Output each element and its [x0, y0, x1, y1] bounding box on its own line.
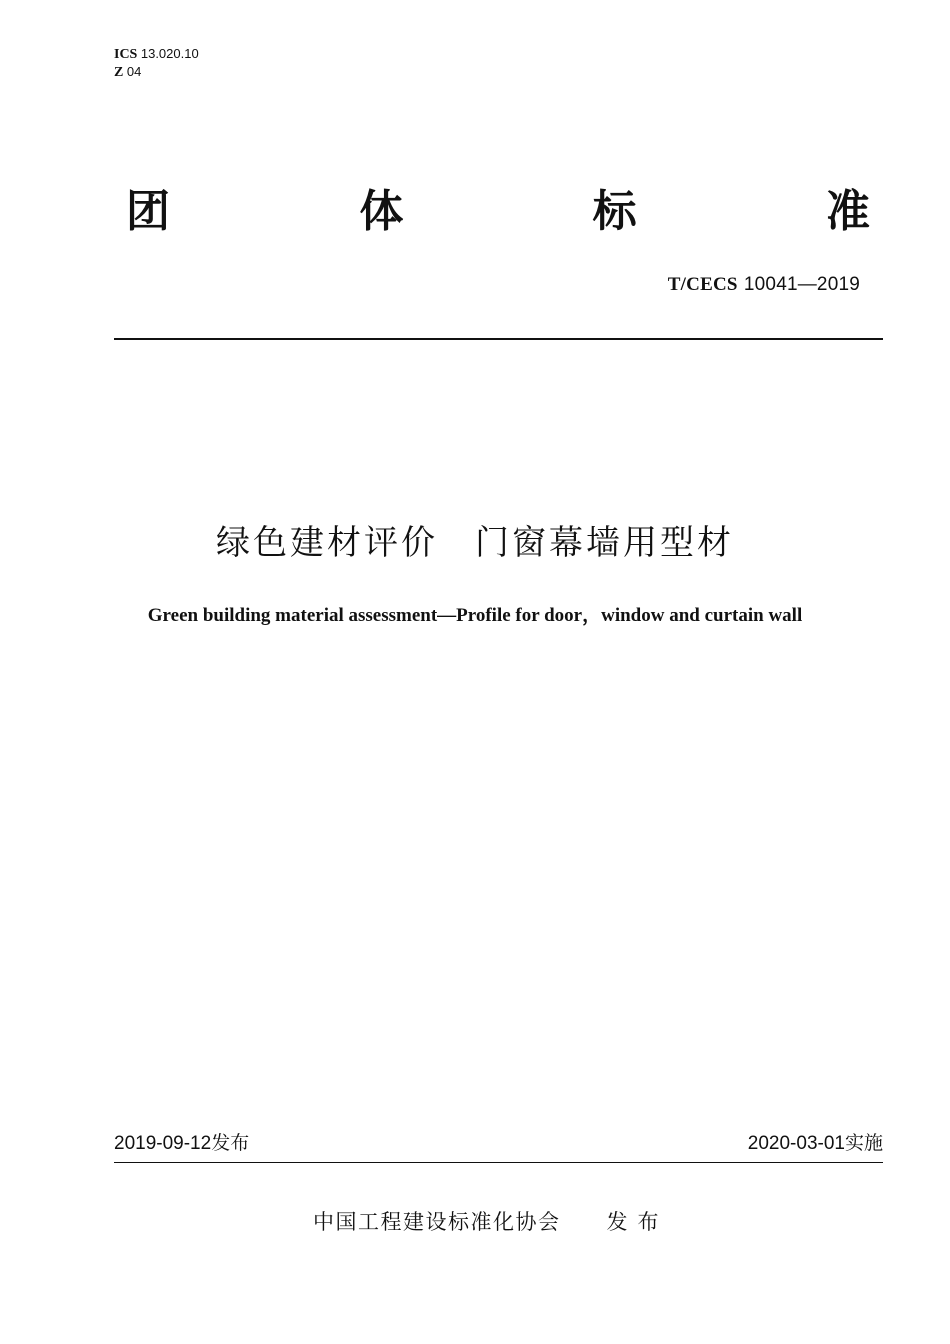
title-char-2: 体	[359, 186, 404, 237]
standard-code	[668, 273, 860, 296]
issue-label: 发布	[211, 1132, 250, 1154]
bottom-divider	[114, 1162, 883, 1163]
ccs-label: Z	[114, 65, 124, 80]
issue-date-block	[114, 1130, 249, 1157]
publisher-action: 发布	[606, 1210, 669, 1234]
issue-date: 2019-09-12	[114, 1133, 212, 1154]
ics-line	[114, 45, 199, 63]
title-char-4: 准	[825, 186, 870, 237]
standard-prefix: T/CECS	[667, 274, 738, 295]
standard-number: 10041—2019	[743, 274, 860, 295]
document-title-chinese: 绿色建材评价 门窗幕墙用型材	[216, 523, 734, 563]
document-title-english: Green building material assessment—Profile for door，window and curtain wall	[147, 605, 803, 626]
implement-label: 实施	[844, 1132, 883, 1154]
ics-code: 13.020.10	[140, 46, 199, 61]
publisher-line	[313, 1207, 669, 1237]
top-divider	[114, 338, 883, 340]
implement-date: 2020-03-01	[747, 1133, 845, 1154]
ccs-code: 04	[126, 64, 142, 79]
publisher-name: 中国工程建设标准化协会	[313, 1210, 561, 1234]
ics-label: ICS	[114, 47, 138, 62]
standard-category-title	[126, 184, 870, 240]
title-char-1: 团	[126, 186, 170, 237]
implement-date-block	[748, 1130, 883, 1157]
classification-block	[114, 45, 199, 81]
ccs-line	[114, 63, 199, 81]
title-char-3: 标	[592, 186, 637, 237]
